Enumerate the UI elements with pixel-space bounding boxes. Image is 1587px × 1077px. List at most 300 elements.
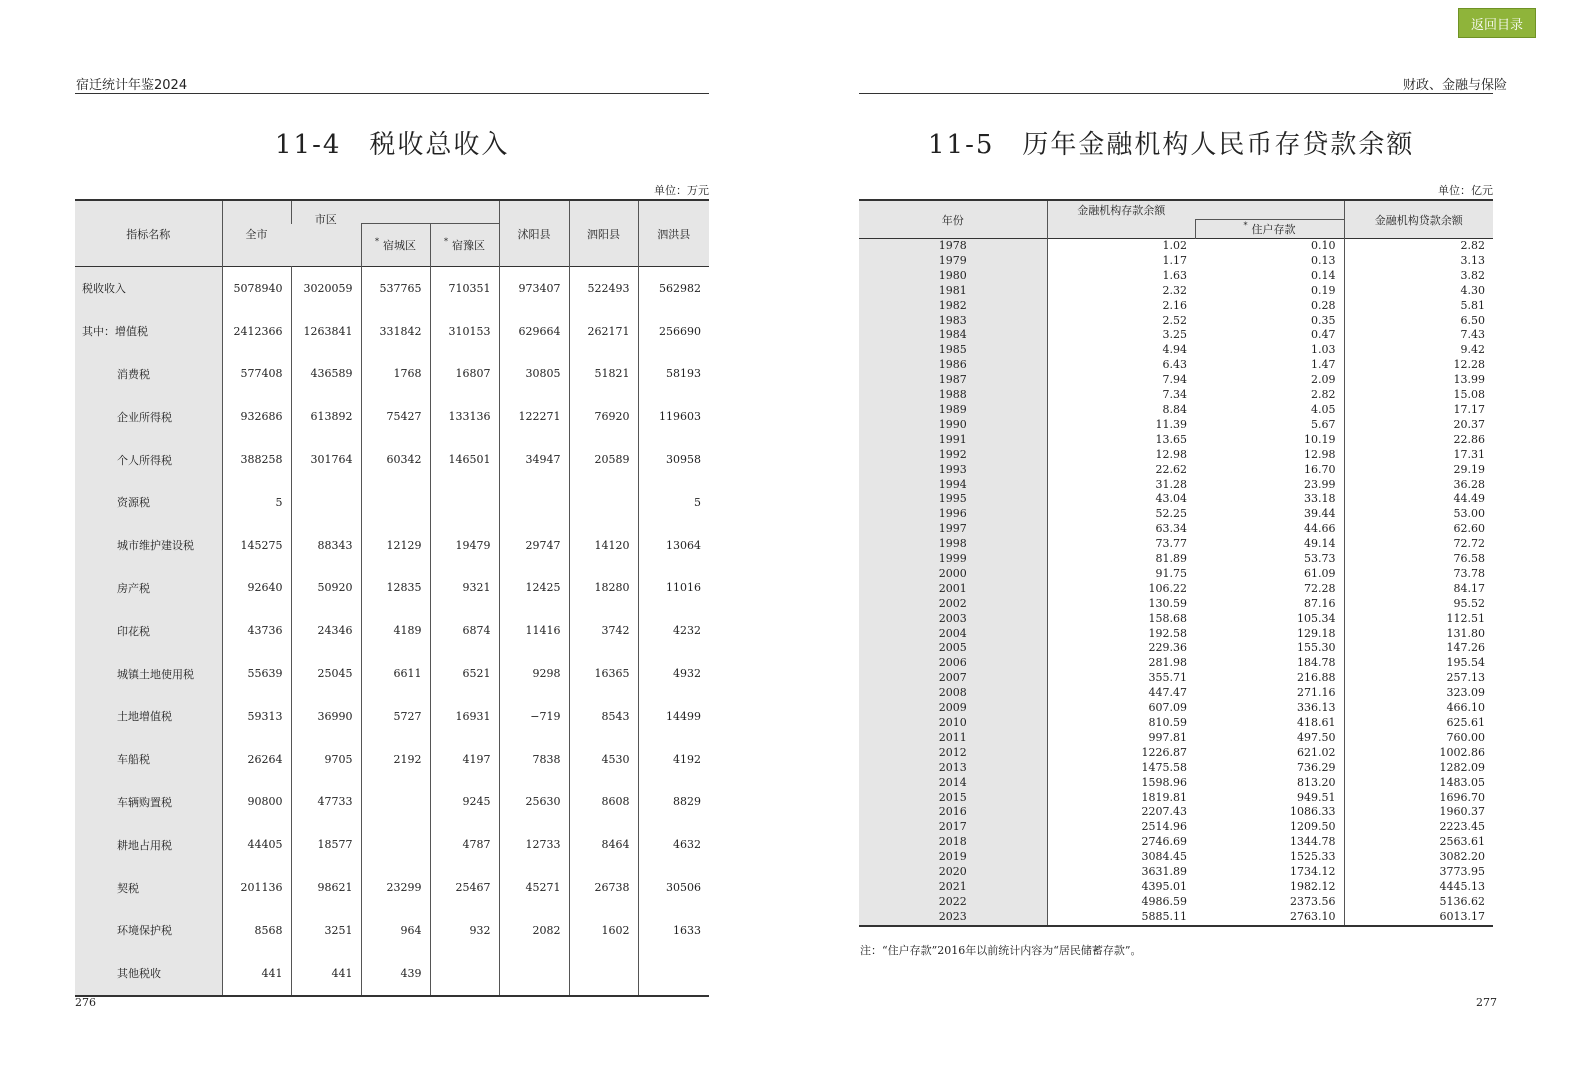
table-cell: 2.82 [1344,239,1493,254]
table-cell: 75427 [361,395,430,438]
table-cell: 256690 [638,310,709,353]
table-cell: 0.10 [1311,239,1336,252]
table-row [859,835,1493,850]
table-cell: 58193 [638,353,709,396]
table-cell: 18280 [569,567,638,610]
table-row [859,403,1493,418]
table-cell: 3773.95 [1344,865,1493,880]
table-cell: 11016 [638,567,709,610]
table-cell: 281.98 [1047,656,1195,671]
table-cell: 229.36 [1047,641,1195,656]
deposit-loan-table [859,199,1493,927]
table-cell: 43.04 [1047,492,1195,507]
year-cell: 1999 [859,552,1047,567]
table-cell: 301764 [291,438,361,481]
table-cell: 147.26 [1344,641,1493,656]
table-note: 注：“住户存款”2016年以前统计内容为“居民储蓄存款”。 [860,944,1142,957]
table-cell: 87.16 [1304,596,1336,610]
table-11-4-title: 11-4 税收总收入 [275,130,510,160]
table-cell: 36990 [291,695,361,738]
table-cell: 810.59 [1047,716,1195,731]
table-cell: 2.82 [1311,388,1336,402]
table-cell: 201136 [222,866,291,909]
table-cell: 3742 [569,609,638,652]
table-cell: 8608 [569,781,638,824]
table-row [859,820,1493,835]
table-row [859,373,1493,388]
header-rule-left [75,93,709,94]
table-cell: 12425 [499,567,569,610]
table-cell: 436589 [291,353,361,396]
table-row [75,652,709,695]
table-cell: 613892 [291,395,361,438]
year-cell: 1986 [859,358,1047,373]
table-row [75,952,709,996]
table-cell: 25630 [499,781,569,824]
table-cell: 262171 [569,310,638,353]
table-row [859,910,1493,926]
table-cell: 813.20 [1297,775,1336,789]
table-row [859,358,1493,373]
col-header-suqiao [361,224,430,267]
table-cell: 29747 [499,524,569,567]
table-cell: 6874 [430,609,499,652]
year-cell: 1992 [859,448,1047,463]
table-cell [569,952,638,996]
table-cell: 9298 [499,652,569,695]
page-number-left: 276 [75,996,96,1009]
yearbook-title: 宿迁统计年鉴2024 [76,78,188,93]
table-cell [638,952,709,996]
table-cell: 3.82 [1344,269,1493,284]
table-cell: 9245 [430,781,499,824]
table-cell [361,823,430,866]
table-row [859,478,1493,493]
table-cell: 91.75 [1047,567,1195,582]
table-cell: 63.34 [1047,522,1195,537]
table-cell: 95.52 [1344,597,1493,612]
col-header-household [1195,220,1344,239]
table-row [859,328,1493,343]
table-cell: 5.81 [1344,299,1493,314]
table-cell: 16931 [430,695,499,738]
table-row [75,781,709,824]
year-cell: 2007 [859,671,1047,686]
table-cell: 106.22 [1047,582,1195,597]
table-cell: 441 [291,952,361,996]
table-cell: 73.77 [1047,537,1195,552]
table-cell: 184.78 [1297,656,1336,670]
table-row [859,507,1493,522]
table-cell: 0.19 [1311,283,1336,297]
col-header-urban-label-cell [291,212,361,267]
table-cell: 932686 [222,395,291,438]
table-cell: 12733 [499,823,569,866]
table-cell: 4932 [638,652,709,695]
table-cell: 84.17 [1344,582,1493,597]
table-cell: 625.61 [1344,716,1493,731]
table-cell: 4395.01 [1047,880,1195,895]
year-cell: 1985 [859,343,1047,358]
table-cell: 105.34 [1297,611,1336,625]
row-label: 税收收入 [75,267,222,310]
table-cell: 9321 [430,567,499,610]
year-cell: 1989 [859,403,1047,418]
table-cell: 72.28 [1304,581,1336,595]
table-cell: 3082.20 [1344,850,1493,865]
table-cell: 26738 [569,866,638,909]
table-cell: 2373.56 [1290,894,1336,908]
table-cell: 23.99 [1304,477,1336,491]
table-cell: 1086.33 [1290,805,1336,819]
table-cell: 1344.78 [1290,835,1336,849]
table-cell: 8543 [569,695,638,738]
table-row [75,738,709,781]
table-cell: 44.49 [1344,492,1493,507]
table-cell: 12835 [361,567,430,610]
table-cell: 323.09 [1344,686,1493,701]
table-cell: 1525.33 [1290,850,1336,864]
table-cell: 73.78 [1344,567,1493,582]
table-cell: 4445.13 [1344,880,1493,895]
col-header-siyang: 泗阳县 [569,200,638,267]
table-cell: 31.28 [1047,478,1195,493]
year-cell: 2005 [859,641,1047,656]
year-cell: 2004 [859,627,1047,642]
table-cell: 43736 [222,609,291,652]
table-cell: 216.88 [1297,671,1336,685]
table-row [859,582,1493,597]
table-cell: 5136.62 [1344,895,1493,910]
table-cell: 25467 [430,866,499,909]
table-cell: 8.84 [1047,403,1195,418]
year-cell: 1981 [859,284,1047,299]
table-cell: 14499 [638,695,709,738]
table-cell: 131.80 [1344,627,1493,642]
table-cell: 24346 [291,609,361,652]
table-cell: 76920 [569,395,638,438]
table-row [859,418,1493,433]
table-cell: 30958 [638,438,709,481]
table-cell: 0.13 [1311,253,1336,267]
table-cell: 271.16 [1297,686,1336,700]
table-cell: 1819.81 [1047,791,1195,806]
row-label: 土地增值税 [75,695,222,738]
table-row [859,880,1493,895]
table-cell: 2746.69 [1047,835,1195,850]
table-cell: 710351 [430,267,499,310]
table-row [859,805,1493,820]
year-cell: 1994 [859,478,1047,493]
col-header-urban-span [361,200,499,224]
table-cell: 7.94 [1047,373,1195,388]
row-label: 耕地占用税 [75,823,222,866]
table-cell: 1282.09 [1344,761,1493,776]
table-row [859,299,1493,314]
year-cell: 1988 [859,388,1047,403]
row-label: 印花税 [75,609,222,652]
table-cell: 0.47 [1311,328,1336,342]
table-cell: 49.14 [1304,537,1336,551]
table-cell: 2082 [499,909,569,952]
table-cell: 418.61 [1297,716,1336,729]
table-cell [430,481,499,524]
table-cell: 72.72 [1344,537,1493,552]
table-cell: 0.35 [1311,313,1336,327]
table-row [859,627,1493,642]
table-cell: 16.70 [1304,462,1336,476]
col-header-city: 全市 [222,200,291,267]
table-cell: 51821 [569,353,638,396]
table-cell: 447.47 [1047,686,1195,701]
table-cell: 2763.10 [1290,909,1336,923]
table-row [859,537,1493,552]
row-label: 环境保护税 [75,909,222,952]
table-row [859,761,1493,776]
table-cell: 1.03 [1311,343,1336,357]
table-cell: 1598.96 [1047,776,1195,791]
table-row [75,695,709,738]
table-cell: 8568 [222,909,291,952]
table-cell: 23299 [361,866,430,909]
year-cell: 2000 [859,567,1047,582]
table-cell [569,481,638,524]
col-header-shuyang: 沭阳县 [499,200,569,267]
table-cell: 3.25 [1047,328,1195,343]
table-row [75,310,709,353]
table-cell: 7.43 [1344,328,1493,343]
table-cell: 25045 [291,652,361,695]
year-cell: 1978 [859,239,1047,254]
col-header-loan: 金融机构贷款余额 [1344,200,1493,239]
year-cell: 1979 [859,254,1047,269]
table-cell: 760.00 [1344,731,1493,746]
table-cell: 52.25 [1047,507,1195,522]
table-cell: 22.62 [1047,463,1195,478]
year-cell: 1987 [859,373,1047,388]
year-cell: 1993 [859,463,1047,478]
year-cell: 2023 [859,910,1047,926]
table-cell: 3.13 [1344,254,1493,269]
table-cell: 4.30 [1344,284,1493,299]
table-cell: 257.13 [1344,671,1493,686]
table-cell: 158.68 [1047,612,1195,627]
year-cell: 2002 [859,597,1047,612]
table-cell: 1.02 [1047,239,1195,254]
header-rule-right [859,93,1493,94]
table-cell: 7.34 [1047,388,1195,403]
chapter-title: 财政、金融与保险 [1402,78,1507,93]
table-cell: 2.32 [1047,284,1195,299]
table-cell: 19479 [430,524,499,567]
table-cell [499,952,569,996]
row-label: 其中：增值税 [75,310,222,353]
table-cell: 2.52 [1047,314,1195,329]
table-cell: 12.98 [1304,447,1336,461]
table-cell: 12129 [361,524,430,567]
table-cell: 22.86 [1344,433,1493,448]
table-cell: 8829 [638,781,709,824]
year-cell: 2021 [859,880,1047,895]
table-cell [499,481,569,524]
table-cell: 20.37 [1344,418,1493,433]
col-header-deposit-sub [1047,220,1195,239]
table-cell: 331842 [361,310,430,353]
table-cell: 522493 [569,267,638,310]
year-cell: 1991 [859,433,1047,448]
table-cell [361,481,430,524]
table-cell: 629664 [499,310,569,353]
table-cell: 5 [638,481,709,524]
table-cell: 1696.70 [1344,791,1493,806]
table-cell: 9705 [291,738,361,781]
table-row [859,492,1493,507]
table-cell: 90800 [222,781,291,824]
table-cell: 2.09 [1311,373,1336,387]
table-cell: 997.81 [1047,731,1195,746]
table-cell: 130.59 [1047,597,1195,612]
year-cell: 2014 [859,776,1047,791]
table-row [75,909,709,952]
table-row [75,609,709,652]
year-cell: 1990 [859,418,1047,433]
col-header-sihong: 泗洪县 [638,200,709,267]
table-cell: 2207.43 [1047,805,1195,820]
year-cell: 1984 [859,328,1047,343]
table-cell: 466.10 [1344,701,1493,716]
table-cell: 10.19 [1304,432,1336,446]
table-11-5-title: 11-5 历年金融机构人民币存贷款余额 [928,130,1415,160]
table-cell: 497.50 [1297,730,1336,744]
table-cell: 2.16 [1047,299,1195,314]
table-cell: 577408 [222,353,291,396]
page-number-right: 277 [1476,996,1497,1009]
table-cell: 119603 [638,395,709,438]
col-header-household-label: 住户存款 [1251,223,1296,236]
year-cell: 2013 [859,761,1047,776]
year-cell: 2019 [859,850,1047,865]
table-cell: 3084.45 [1047,850,1195,865]
table-cell: 45271 [499,866,569,909]
table-row [859,612,1493,627]
year-cell: 1998 [859,537,1047,552]
table-cell: 2223.45 [1344,820,1493,835]
table-row [859,641,1493,656]
table-cell: 3020059 [291,267,361,310]
star-marker: * [444,237,448,247]
col-header-blank [1195,200,1344,220]
table-cell: 9.42 [1344,343,1493,358]
table-cell: 4189 [361,609,430,652]
year-cell: 1995 [859,492,1047,507]
table-cell: 1633 [638,909,709,952]
table-cell: 3631.89 [1047,865,1195,880]
table-cell: 0.28 [1311,298,1336,312]
table-cell: 36.28 [1344,478,1493,493]
table-cell: 30506 [638,866,709,909]
table-row [859,865,1493,880]
year-cell: 1980 [859,269,1047,284]
table-cell: 2192 [361,738,430,781]
year-cell: 2009 [859,701,1047,716]
row-label: 车船税 [75,738,222,781]
table-row [859,388,1493,403]
table-cell: 1002.86 [1344,746,1493,761]
table-cell: 1483.05 [1344,776,1493,791]
table-cell: 1982.12 [1290,879,1336,893]
table-row [859,284,1493,299]
table-cell: 5 [222,481,291,524]
table-row [859,701,1493,716]
year-cell: 2006 [859,656,1047,671]
table-cell: 1768 [361,353,430,396]
table-11-4-unit: 单位：万元 [654,184,709,197]
year-cell: 2012 [859,746,1047,761]
table-cell: 1209.50 [1290,820,1336,834]
table-cell: 15.08 [1344,388,1493,403]
table-cell: 0.14 [1311,268,1336,282]
table-cell: 81.89 [1047,552,1195,567]
table-row [859,791,1493,806]
table-cell: 1475.58 [1047,761,1195,776]
table-cell: 736.29 [1297,760,1336,774]
table-row [859,895,1493,910]
year-cell: 2017 [859,820,1047,835]
row-label: 资源税 [75,481,222,524]
table-cell: 112.51 [1344,612,1493,627]
table-cell: 8464 [569,823,638,866]
table-cell [361,781,430,824]
table-row [859,254,1493,269]
table-cell: 6611 [361,652,430,695]
table-cell: 2412366 [222,310,291,353]
back-to-contents-button[interactable]: 返回目录 [1458,8,1536,38]
table-cell: 4632 [638,823,709,866]
table-cell: 11.39 [1047,418,1195,433]
col-header-urban-label: 市区 [314,212,337,226]
table-row [859,686,1493,701]
year-cell: 2022 [859,895,1047,910]
table-cell: 973407 [499,267,569,310]
table-row [859,567,1493,582]
table-cell: 50920 [291,567,361,610]
table-cell: 146501 [430,438,499,481]
table-row [75,866,709,909]
table-cell: 76.58 [1344,552,1493,567]
table-cell: 4530 [569,738,638,781]
year-cell: 2010 [859,716,1047,731]
table-cell: 133136 [430,395,499,438]
row-label: 城市维护建设税 [75,524,222,567]
table-cell: 4192 [638,738,709,781]
table-cell: 1.17 [1047,254,1195,269]
table-cell: 621.02 [1297,745,1336,759]
table-cell: 4.05 [1311,402,1336,416]
table-cell: 34947 [499,438,569,481]
table-cell: 12.98 [1047,448,1195,463]
table-row [859,656,1493,671]
table-cell: 2563.61 [1344,835,1493,850]
table-cell: 439 [361,952,430,996]
table-cell: 562982 [638,267,709,310]
table-cell: 12.28 [1344,358,1493,373]
row-label: 其他税收 [75,952,222,996]
year-cell: 2018 [859,835,1047,850]
table-row [75,267,709,310]
table-cell: 310153 [430,310,499,353]
table-row [859,433,1493,448]
table-row [75,567,709,610]
